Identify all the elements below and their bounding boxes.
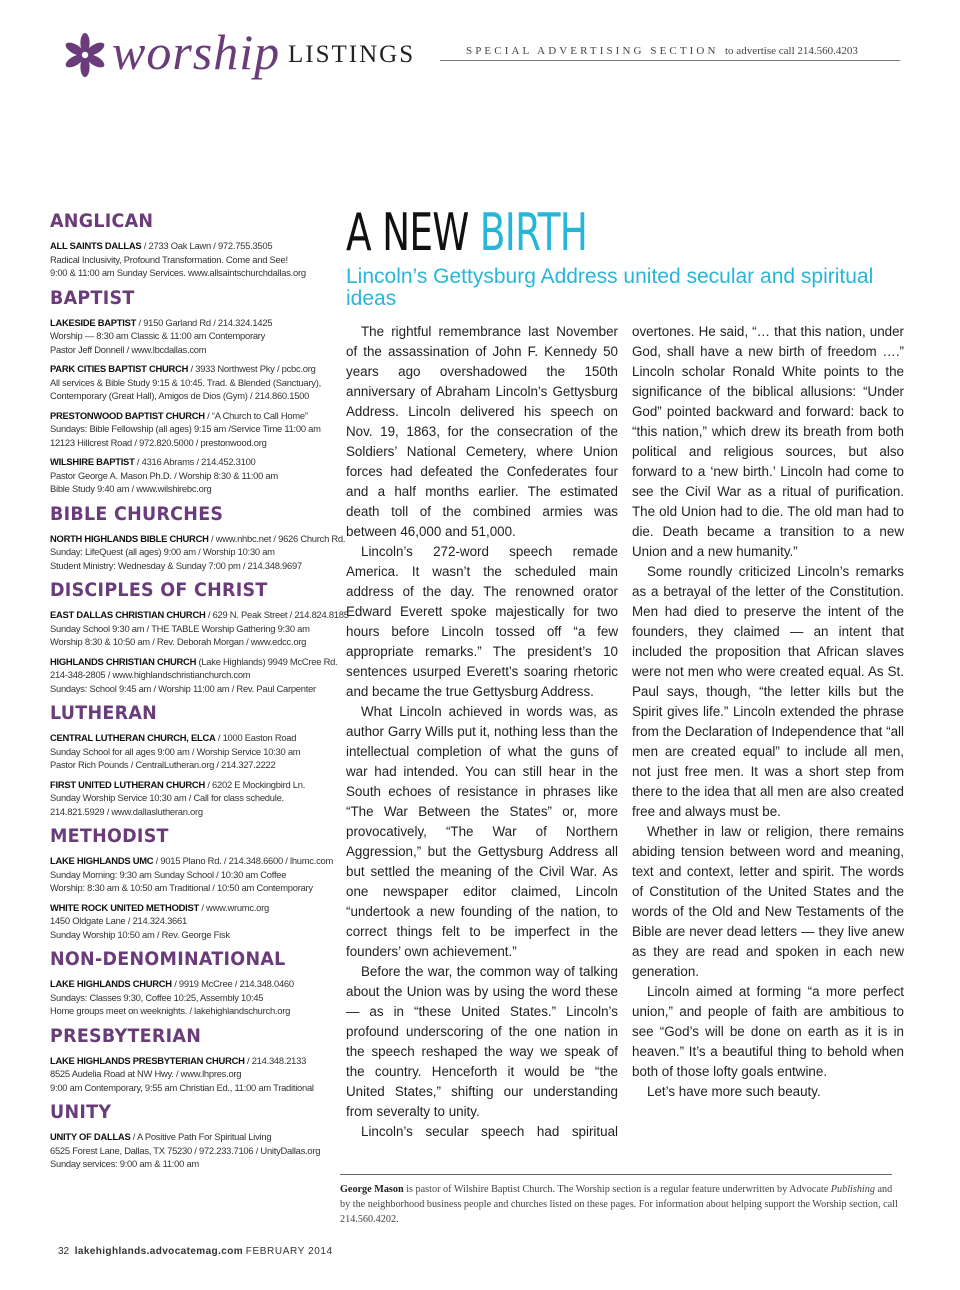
- church-details: / 9015 Plano Rd. / 214.348.6600 / lhumc.com: [153, 855, 334, 866]
- church-listing: [50, 778, 330, 819]
- church-name: LAKE HIGHLANDS UMC: [50, 855, 154, 866]
- church-listing-line: 8525 Audelia Road at NW Hwy. / www.lhpres.org: [50, 1068, 242, 1079]
- article-paragraph: What Lincoln achieved in words was, as author Garry Wills put it, nothing less than the intellectual completion of what the guns of war had intended. You can still hear in the South echoes of resistance in phrases like “The War Between the States” or, more provocatively, “The War of Northern Aggression,” but the Gettysburg Address all but settled the meaning of the Civil War. As one newspaper editor claimed, Lincoln “undertook a new founding of the nation, to correct things felt to be imperfect in the founders’ own achievement.”: [346, 704, 618, 959]
- denomination-heading: ANGLICAN: [50, 210, 154, 232]
- article-paragraph: Let’s have more such beauty.: [647, 1084, 821, 1099]
- denomination-heading: DISCIPLES OF CHRIST: [50, 579, 268, 601]
- church-listing-line: Contemporary (Great Hall), Amigos de Dios (Gym) / 214.860.1500: [50, 390, 310, 401]
- site-url[interactable]: lakehighlands.advocatemag.com: [74, 1246, 244, 1257]
- church-listing-line: 9:00 am Contemporary, 9:55 am Christian Ed., 11:00 am Traditional: [50, 1081, 314, 1093]
- church-listing-line: All services & Bible Study 9:15 & 10:45. Trad. & Blended (Sanctuary),: [50, 376, 321, 388]
- article-paragraph: Some roundly criticized Lincoln’s remarks as a betrayal of the letter of the Constitution. Men had died to preserve the intent of the founders, they claimed — an intent that included the proposition that African slaves were not men who were created equal. As St. Paul says, though, “the letter kills but the Spirit gives life.” Lincoln extended the phrase from the Declaration of Independence that “all men are created equal” to include all men, not just free men. It was a short step from there to the idea that all men are also created free and always must be.: [632, 564, 904, 819]
- worship-listings: [50, 205, 349, 1177]
- denomination-heading: NON-DENOMINATIONAL: [50, 948, 286, 970]
- article-paragraph: overtones. He said, “… that this nation, under God, shall have a new birth of freedom ….” Lincoln scholar Ronald White points to the significance of the biblical allusions: “Under God” pointed backward and forward: back to “this nation,” which drew its breath from both political and religious sources, but also forward to a ‘new birth.’ Lincoln had come to see the Civil War as a ritual of purification. The old Union had to die. The old man had to die. Death became a transition to a new Union and a new humanity.”: [632, 324, 904, 559]
- church-details: / 4316 Abrams / 214.452.3100: [134, 456, 256, 467]
- church-listing-line: Sunday services: 9:00 am & 11:00 am: [50, 1158, 199, 1169]
- church-listing-line: Worship: 8:30 am & 10:50 am Traditional / 10:50 am Contemporary: [50, 882, 313, 893]
- church-listing-line: Sunday Morning: 9:30 am Sunday School / 10:30 am Coffee: [50, 868, 287, 880]
- church-name: WHITE ROCK UNITED METHODIST: [50, 901, 199, 913]
- church-listing-line: [50, 316, 330, 330]
- church-listing-line: 214.821.5929 / www.dallaslutheran.org: [50, 805, 203, 817]
- church-listing-line: Pastor Jeff Donnell / www.lbcdallas.com: [50, 343, 207, 355]
- church-details: / 9150 Garland Rd / 214.324.1425: [136, 316, 273, 328]
- church-listing-line: Sunday Worship Service 10:30 am / Call for class schedule.: [50, 792, 284, 803]
- church-listing: [50, 455, 330, 496]
- section-label: SPECIAL ADVERTISING SECTION: [466, 45, 719, 57]
- advertise-phone: to advertise call 214.560.4203: [725, 45, 858, 57]
- church-name: EAST DALLAS CHRISTIAN CHURCH: [50, 609, 206, 620]
- logo-listings-text: LISTINGS: [288, 41, 416, 68]
- church-listing-line: 1450 Oldgate Lane / 214.324.3661: [50, 915, 187, 926]
- church-name: NORTH HIGHLANDS BIBLE CHURCH: [50, 532, 209, 544]
- church-listing-line: Student Ministry: Wednesday & Sunday 7:00 pm / 214.348.9697: [50, 559, 302, 571]
- church-details: / “A Church to Call Home”: [204, 409, 308, 421]
- article-paragraph: Before the war, the common way of talking about the Union was by using the word these — as in “these United States.” Lincoln’s profound underscoring of the one nation in the speech reshaped the way we speak of the country. Henceforth it would be “the United States,” shifting our understanding from severalty to unity.: [346, 964, 618, 1119]
- church-listing: [50, 316, 330, 357]
- church-name: LAKE HIGHLANDS CHURCH: [50, 978, 172, 989]
- church-details: / 9919 McCree / 214.348.0460: [171, 978, 294, 989]
- church-listing-line: Worship 8:30 & 10:50 am / Rev. Deborah Morgan / www.edcc.org: [50, 636, 307, 647]
- church-listing: [50, 409, 330, 450]
- church-listing: [50, 1130, 330, 1171]
- flower-logo-icon: [62, 32, 108, 78]
- church-details: / 629 N. Peak Street / 214.824.8185: [205, 609, 349, 620]
- church-listing-line: 9:00 & 11:00 am Sunday Services. www.allsaintschurchdallas.org: [50, 267, 306, 278]
- church-listing-line: 6525 Forest Lane, Dallas, TX 75230 / 972.233.7106 / UnityDallas.org: [50, 1144, 321, 1156]
- church-listing-line: Worship — 8:30 am Classic & 11:00 am Contemporary: [50, 330, 266, 341]
- church-details: / www.wrumc.org: [198, 901, 269, 913]
- church-details: / 6202 E Mockingbird Ln.: [204, 778, 306, 790]
- denomination-heading: UNITY: [50, 1101, 112, 1123]
- church-listing-line: [50, 854, 334, 868]
- church-listing: [50, 977, 330, 1018]
- logo-worship-text: worship: [112, 24, 281, 80]
- church-listing-line: Sundays: Classes 9:30, Coffee 10:25, Assembly 10:45: [50, 991, 264, 1003]
- church-listing-line: Sunday Worship 10:50 am / Rev. George Fisk: [50, 928, 230, 940]
- church-listing: [50, 362, 330, 403]
- article-subtitle: Lincoln’s Gettysburg Address united secular and spiritual ideas: [346, 265, 874, 310]
- church-listing-line: [50, 1130, 330, 1144]
- church-name: LAKE HIGHLANDS PRESBYTERIAN CHURCH: [50, 1054, 245, 1066]
- church-details: / A Positive Path For Spiritual Living: [130, 1131, 272, 1142]
- church-listing-line: [50, 655, 338, 669]
- header-divider: [440, 60, 900, 61]
- church-listing: [50, 901, 330, 942]
- church-listing-line: Sundays: School 9:45 am / Worship 11:00 am / Rev. Paul Carpenter: [50, 682, 316, 694]
- author-footnote: [340, 1182, 900, 1227]
- footnote-publishing: Publishing: [830, 1184, 875, 1195]
- article-paragraph: Lincoln aimed at forming “a more perfect union,” and people of faith are ambitious to see “God’s will be done on earth as it is in heaven.” It’s a beautiful thing to behold when both of those lofty goals entwine.: [632, 984, 904, 1079]
- church-details: / 2733 Oak Lawn / 972.755.3505: [141, 240, 273, 251]
- footnote-text-1: is pastor of Wilshire Baptist Church. The Worship section is a regular feature underwritten by Advocate: [403, 1184, 831, 1195]
- church-details: / 3933 Northwest Pky / pcbc.org: [188, 363, 316, 374]
- church-name: WILSHIRE BAPTIST: [50, 456, 135, 467]
- denomination-heading: LUTHERAN: [50, 702, 158, 724]
- church-listing-line: 214-348-2805 / www.highlandschristianchurch.com: [50, 669, 251, 680]
- page-footer: [58, 1246, 333, 1257]
- denomination-heading: BAPTIST: [50, 286, 135, 309]
- church-listing-line: Radical Inclusivity, Profound Transformation. Come and See!: [50, 253, 288, 265]
- church-listing-line: Sundays: Bible Fellowship (all ages) 9:15 am /Service Time 11:00 am: [50, 423, 321, 434]
- issue-date: FEBRUARY 2014: [245, 1246, 333, 1257]
- church-name: PARK CITIES BAPTIST CHURCH: [50, 363, 189, 374]
- church-name: UNITY OF DALLAS: [50, 1131, 131, 1142]
- article-paragraph: Whether in law or religion, there remains abiding tension between word and meaning, text and context, letter and spirit. The words of Constitution of the United States and the words of the Old and New Testaments of the Bible are never dead letters — they live anew as they are read and spoken in each new generation.: [632, 824, 904, 979]
- church-listing: [50, 608, 349, 649]
- article-paragraph: Lincoln’s secular speech had spiritual: [361, 1124, 618, 1139]
- church-listing-line: Bible Study 9:40 am / www.wilshirebc.org: [50, 483, 212, 494]
- church-details: / www.nhbc.net / 9626 Church Rd.: [208, 532, 346, 544]
- church-listing-line: [50, 455, 330, 469]
- footnote-divider: [340, 1174, 892, 1175]
- church-name: PRESTONWOOD BAPTIST CHURCH: [50, 409, 205, 421]
- denomination-heading: METHODIST: [50, 825, 169, 847]
- church-listing-line: 12123 Hillcrest Road / 972.820.5000 / prestonwood.org: [50, 436, 267, 448]
- church-listing-line: Pastor Rich Pounds / CentralLutheran.org / 214.327.2222: [50, 759, 276, 770]
- article-title-part-b: BIRTH: [479, 203, 588, 263]
- denomination-heading: PRESBYTERIAN: [50, 1024, 202, 1047]
- article-title: [346, 203, 587, 263]
- church-listing: [50, 655, 338, 696]
- church-listing-line: [50, 1054, 330, 1068]
- church-listing: [50, 1054, 330, 1095]
- article-title-part-a: A NEW: [346, 203, 480, 263]
- article-column-1: [346, 322, 618, 1142]
- article-paragraph: The rightful remembrance last November of the assassination of John F. Kennedy 50 years ago overshadowed the 150th anniversary of Abraham Lincoln’s Gettysburg Address. Lincoln delivered his speech on Nov. 19, 1863, for the consecration of the Soldiers’ National Cemetery, where Union forces had defeated the Confederates four and a half months earlier. The estimated death toll of the combined armies was between 46,000 and 51,000.: [346, 324, 618, 539]
- denomination-heading: BIBLE CHURCHES: [50, 502, 224, 525]
- church-name: FIRST UNITED LUTHERAN CHURCH: [50, 778, 205, 790]
- church-listing-line: [50, 778, 330, 792]
- church-name: LAKESIDE BAPTIST: [50, 316, 137, 328]
- church-listing-line: Pastor George A. Mason Ph.D. / Worship 8:30 & 11:00 am: [50, 469, 278, 481]
- church-name: HIGHLANDS CHRISTIAN CHURCH: [50, 655, 197, 667]
- church-listing: [50, 854, 334, 895]
- church-details: (Lake Highlands) 9949 McCree Rd.: [196, 655, 338, 667]
- church-listing-line: [50, 409, 330, 423]
- church-name: ALL SAINTS DALLAS: [50, 240, 142, 251]
- church-listing: [50, 532, 346, 573]
- church-listing-line: Home groups meet on weeknights. / lakehighlandschurch.org: [50, 1005, 291, 1016]
- church-listing-line: Sunday School 9:30 am / THE TABLE Worship Gathering 9:30 am: [50, 622, 310, 634]
- church-listing-line: Sunday School for all ages 9:00 am / Worship Service 10:30 am: [50, 745, 301, 757]
- church-name: CENTRAL LUTHERAN CHURCH, ELCA: [50, 732, 216, 743]
- church-listing-line: Sunday: LifeQuest (all ages) 9:00 am / Worship 10:30 am: [50, 546, 275, 557]
- page-number: 32: [58, 1246, 70, 1257]
- church-details: / 1000 Easton Road: [215, 732, 297, 743]
- church-listing-line: [50, 532, 346, 546]
- footnote-text-2: and by the neighborhood business people and churches listed on these pages. For information about helping support the Worship section, call 214.560.4202.: [340, 1184, 898, 1225]
- church-listing-line: [50, 901, 330, 915]
- church-listing: [50, 239, 330, 280]
- church-listing-line: [50, 977, 330, 991]
- church-listing-line: [50, 362, 330, 376]
- article-column-2: [632, 322, 904, 1102]
- article-paragraph: Lincoln’s 272-word speech remade America. It wasn’t the scheduled main address of the day. The renowned orator Edward Everett spoke majestically for two hours before Lincoln tossed off “a few appropriate remarks.” The president’s 10 sentences usurped Everett’s soaring rhetoric and became the true Gettysburg Address.: [346, 544, 618, 699]
- author-name: George Mason: [340, 1184, 404, 1195]
- church-listing-line: [50, 239, 330, 253]
- church-details: / 214.348.2133: [244, 1054, 307, 1066]
- church-listing-line: [50, 608, 349, 622]
- church-listing: [50, 731, 330, 772]
- church-listing-line: [50, 731, 330, 745]
